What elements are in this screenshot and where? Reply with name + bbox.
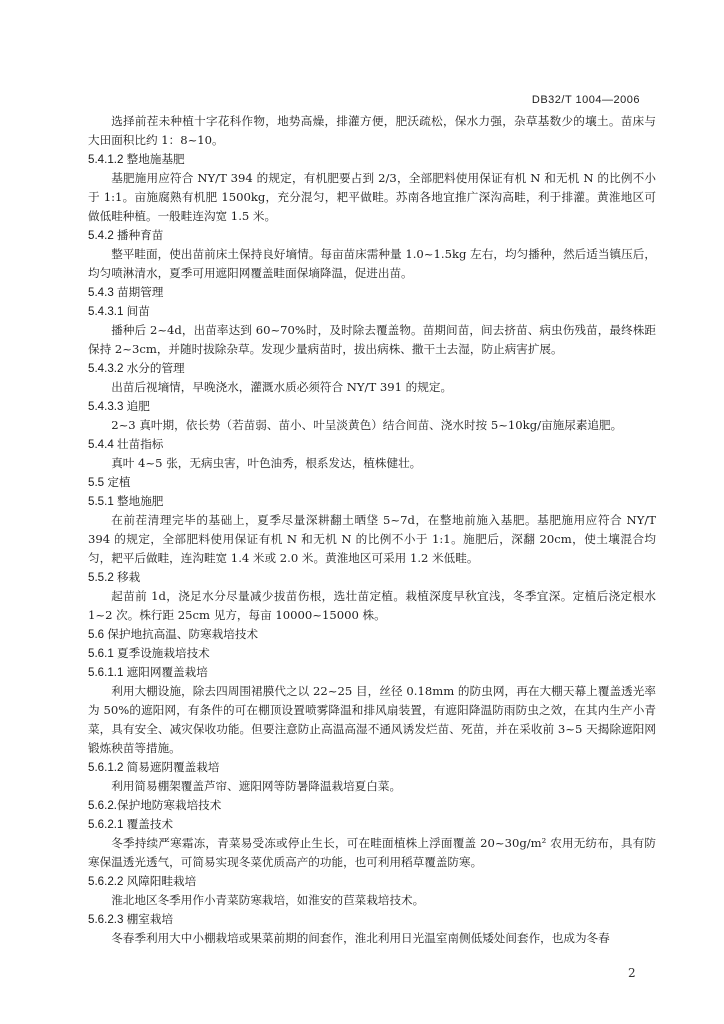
section-heading: 5.6.2.2 风障阳畦栽培 (88, 875, 197, 888)
body-paragraph: 播种后 2~4d，出苗率达到 60~70%时，及时除去覆盖物。苗期间苗，间去挤苗、病虫伤残苗，最终株距保持 2~3cm，并随时拔除杂草。发现少量病苗时，拔出病株、撒干土去湿，防止病害扩展。 (88, 323, 656, 356)
body-paragraph: 冬春季利用大中小棚栽培或果菜前期的间套作，淮北利用日光温室南侧低矮处间套作，也成为冬春 (111, 931, 610, 945)
body-paragraph: 利用简易棚架覆盖芦帘、遮阳网等防暑降温栽培夏白菜。 (111, 779, 402, 793)
body-paragraph: 选择前茬未种植十字花科作物，地势高燥，排灌方便，肥沃疏松，保水力强，杂草基数少的壤土。苗床与大田面积比约 1：8~10。 (88, 114, 656, 147)
section-heading: 5.4.4 壮苗指标 (88, 438, 164, 451)
section-heading: 5.6.1 夏季设施栽培技术 (88, 647, 210, 660)
section-heading: 5.4.1.2 整地施基肥 (88, 153, 185, 166)
body-paragraph: 在前茬清理完毕的基础上，夏季尽量深耕翻土晒垡 5~7d，在整地前施入基肥。基肥施用应符合 NY/T 394 的规定，全部肥料使用保证有机 N 和无机 N 的比例不小于 1:1。施肥后，深翻 20cm，使土壤混合均匀，耙平后做畦，连沟畦宽 1.4 米或 2.0 米。黄淮地区可采用 1.2 米低畦。 (88, 513, 656, 565)
section-heading: 5.4.3.1 间苗 (88, 305, 150, 318)
page-number: 2 (628, 966, 636, 980)
section-heading: 5.4.3.3 追肥 (88, 400, 150, 413)
section-heading: 5.4.3 苗期管理 (88, 286, 164, 299)
section-heading: 5.4.3.2 水分的管理 (88, 362, 185, 375)
body-paragraph: 起苗前 1d，浇足水分尽量减少拔苗伤根，选壮苗定植。栽植深度早秋宜浅，冬季宜深。定植后浇定根水 1~2 次。株行距 25cm 见方，每亩 10000~15000 株。 (88, 589, 656, 622)
section-heading: 5.5.1 整地施肥 (88, 495, 164, 508)
document-body (88, 112, 656, 948)
section-heading: 5.6.1.2 简易遮阴覆盖栽培 (88, 761, 220, 774)
section-heading: 5.5 定植 (88, 476, 131, 489)
body-paragraph: 利用大棚设施，除去四周围裙膜代之以 22~25 目，丝径 0.18mm 的防虫网，再在大棚天幕上覆盖透光率为 50%的遮阳网，有条件的可在棚顶设置喷雾降温和排风扇装置，有遮阳降温防雨防虫之效，在其内生产小青菜，具有安全、减灾保收功能。但要注意防止高温高湿不通风诱发烂苗、死苗，并在采收前 3~5 天揭除遮阳网锻炼秧苗等措施。 (88, 684, 656, 755)
section-heading: 5.6.2.保护地防寒栽培技术 (88, 799, 222, 812)
body-paragraph: 基肥施用应符合 NY/T 394 的规定，有机肥要占到 2/3，全部肥料使用保证有机 N 和无机 N 的比例不小于 1:1。亩施腐熟有机肥 1500kg，充分混匀，耙平做畦。苏南各地宜推广深沟高畦，利于排灌。黄淮地区可做低畦种植。一般畦连沟宽 1.5 米。 (88, 171, 656, 223)
body-paragraph: 淮北地区冬季用作小青菜防寒栽培，如淮安的苣菜栽培技术。 (111, 893, 425, 907)
section-heading: 5.5.2 移栽 (88, 571, 141, 584)
body-paragraph: 2~3 真叶期，依长势（若苗弱、苗小、叶呈淡黄色）结合间苗、浇水时按 5~10kg/亩施尿素追肥。 (111, 418, 623, 432)
section-heading: 5.6.2.3 棚室栽培 (88, 913, 174, 926)
section-heading: 5.6 保护地抗高温、防寒栽培技术 (88, 628, 259, 641)
section-heading: 5.6.1.1 遮阳网覆盖栽培 (88, 666, 208, 679)
body-paragraph: 出苗后视墒情，早晚浇水，灌溉水质必须符合 NY/T 391 的规定。 (111, 380, 453, 394)
body-paragraph: 整平畦面，使出苗前床土保持良好墒情。每亩苗床需种量 1.0~1.5kg 左右，均匀播种，然后适当镇压后，均匀喷淋清水，夏季可用遮阳网覆盖畦面保墒降温，促进出苗。 (88, 247, 656, 280)
section-heading: 5.6.2.1 覆盖技术 (88, 818, 174, 831)
body-paragraph: 冬季持续严寒霜冻，青菜易受冻或停止生长，可在畦面植株上浮面覆盖 20~30g/m² 农用无纺布，具有防寒保温透光透气，可简易实现冬菜优质高产的功能，也可利用稻草覆盖防寒。 (88, 836, 656, 869)
document-code: DB32/T 1004—2006 (531, 94, 640, 106)
section-heading: 5.4.2 播种育苗 (88, 229, 164, 242)
body-paragraph: 真叶 4~5 张，无病虫害，叶色油秀，根系发达，植株健壮。 (111, 456, 422, 470)
